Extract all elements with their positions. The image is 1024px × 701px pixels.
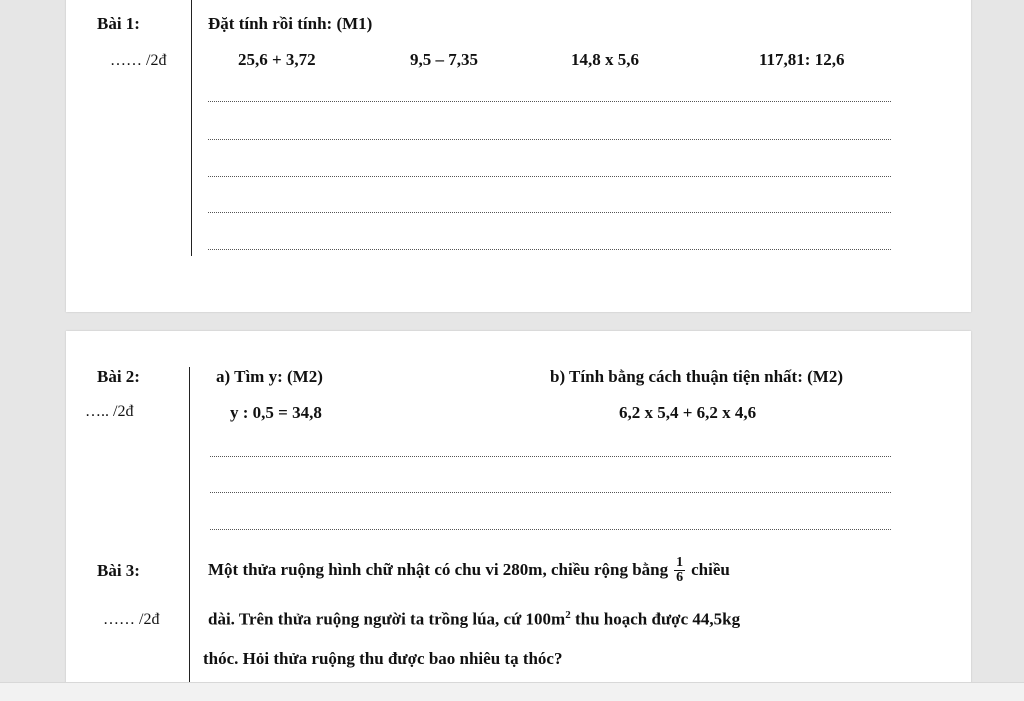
answer-line [208, 212, 891, 213]
bai1-problem-3: 14,8 x 5,6 [571, 50, 639, 69]
bai1-problem-2: 9,5 – 7,35 [410, 50, 478, 69]
bai2-expression-a: y : 0,5 = 34,8 [230, 403, 322, 422]
content-divider [189, 367, 190, 687]
bai3-line-1-end: chiều [691, 560, 730, 579]
document-page-1 [66, 0, 971, 312]
bai2-part-a: a) Tìm y: (M2) [216, 367, 323, 386]
bai3-superscript: 2 [565, 609, 571, 621]
bai1-label: Bài 1: [97, 14, 140, 33]
answer-line [208, 101, 891, 102]
answer-line [208, 176, 891, 177]
viewer-bottom-bar [0, 682, 1024, 701]
bai2-expression-b: 6,2 x 5,4 + 6,2 x 4,6 [619, 403, 757, 422]
answer-line [210, 456, 891, 457]
bai3-score: …… /2đ [103, 611, 160, 628]
bai3-line-2-text: dài. Trên thửa ruộng người ta trồng lúa, cứ 100m [208, 609, 566, 629]
fraction-denominator: 6 [676, 569, 684, 585]
bai2-label: Bài 2: [97, 367, 140, 386]
bai1-problem-4: 117,81: 12,6 [759, 50, 845, 69]
document-page-2 [66, 331, 971, 691]
bai3-line-1 [208, 553, 730, 587]
answer-line [208, 139, 891, 140]
fraction-numerator: 1 [676, 554, 684, 570]
bai3-line-3: thóc. Hỏi thửa ruộng thu được bao nhiêu tạ thóc? [203, 649, 563, 668]
bai1-title: Đặt tính rồi tính: (M1) [208, 14, 373, 33]
bai3-line-2 [208, 609, 740, 630]
bai1-score: …… /2đ [110, 52, 167, 69]
bai2-part-b: b) Tính bằng cách thuận tiện nhất: (M2) [550, 367, 843, 386]
bai3-label: Bài 3: [97, 561, 140, 580]
answer-line [208, 249, 891, 250]
answer-line [210, 492, 891, 493]
bai3-line-2-end: thu hoạch được 44,5kg [570, 609, 741, 629]
bai1-problem-1: 25,6 + 3,72 [238, 50, 316, 69]
bai3-line-1-text: Một thửa ruộng hình chữ nhật có chu vi 280m, chiều rộng bằng [208, 560, 669, 579]
bai1-divider [191, 0, 192, 256]
bai2-score: ….. /2đ [85, 403, 134, 420]
answer-line [210, 529, 891, 530]
fraction-one-sixth [674, 556, 685, 585]
